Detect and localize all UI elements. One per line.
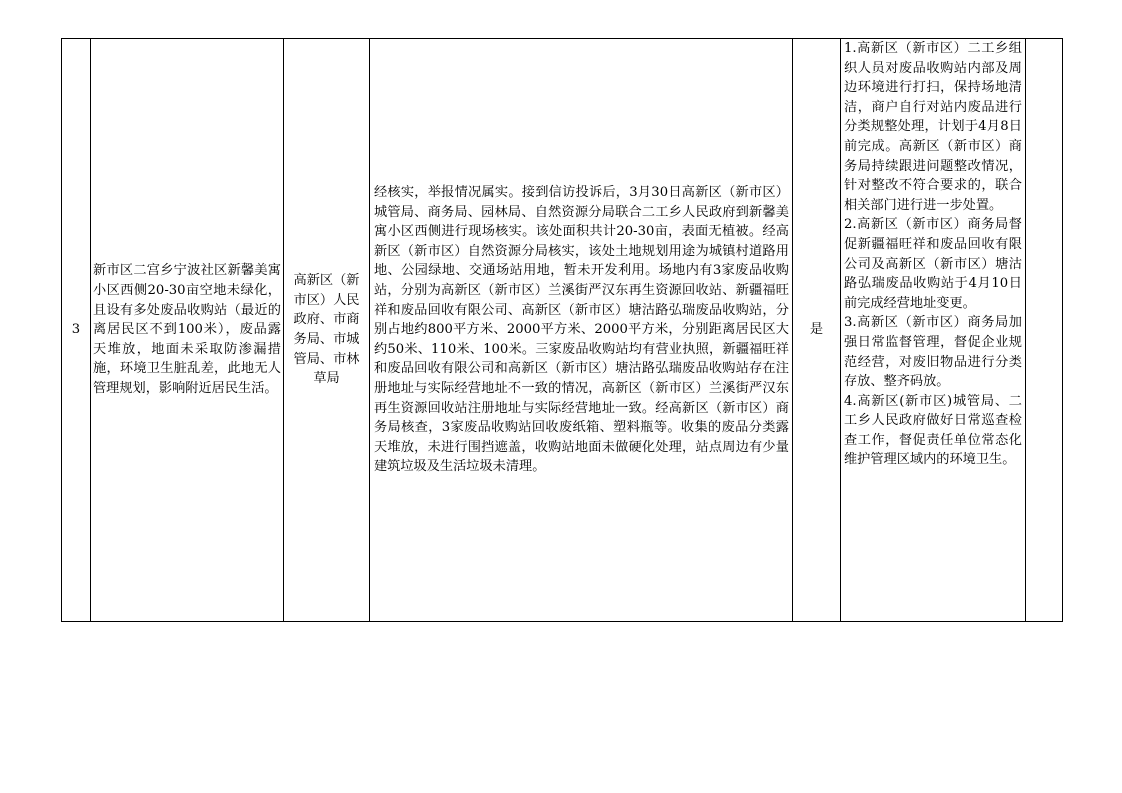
rectification-item: 3.高新区（新市区）商务局加强日常监督管理，督促企业规范经营，对废旧物品进行分类存放、整齐码放。 [844,315,1022,390]
rectification-item: 1.高新区（新市区）二工乡组织人员对废品收购站内部及周边环境进行打扫，保持场地清洁，商户自行对站内废品进行分类规整处理，计划于4月8日前完成。高新区（新市区）商务局持续跟进问题整改情况，针对整改不符合要求的，联合相关部门进行进一步处置。 [844,41,1022,213]
rectification-measures [841,39,1026,622]
note-cell [1026,39,1063,622]
rectification-item: 4.高新区(新市区)城管局、二工乡人民政府做好日常巡查检查工作，督促责任单位常态化维护管理区域内的环境卫生。 [844,393,1022,468]
verification-result: 经核实，举报情况属实。接到信访投诉后，3月30日高新区（新市区）城管局、商务局、园林局、自然资源分局联合二工乡人民政府到新馨美寓小区西侧进行现场核实。该处面积共计20-30亩，表面无植被。经高新区（新市区）自然资源分局核实，该处土地规划用途为城镇村道路用地、公园绿地、交通场站用地，暂未开发利用。场地内有3家废品收购站，分别为高新区（新市区）兰溪街严汉东再生资源回收站、新疆福旺祥和废品回收有限公司、高新区（新市区）塘沽路弘瑞废品收购站，分别占地约800平方米、2000平方米、2000平方米，分别距离居民区大约50米、110米、100米。三家废品收购站均有营业执照，新疆福旺祥和废品回收有限公司和高新区（新市区）塘沽路弘瑞废品收购站存在注册地址与实际经营地址不一致的情况，高新区（新市区）兰溪街严汉东再生资源回收站注册地址与实际经营地址一致。经高新区（新市区）商务局核查，3家废品收购站回收废纸箱、塑料瓶等。收集的废品分类露天堆放，未进行围挡遮盖，收购站地面未做硬化处理，站点周边有少量建筑垃圾及生活垃圾未清理。 [370,39,793,622]
table-row [62,39,1063,622]
rectification-item: 2.高新区（新市区）商务局督促新疆福旺祥和废品回收有限公司及高新区（新市区）塘沽路弘瑞废品收购站于4月10日前完成经营地址变更。 [844,217,1022,311]
petition-table [61,38,1063,622]
responsible-department: 高新区（新市区）人民政府、市商务局、市城管局、市林草局 [284,39,370,622]
issue-description: 新市区二宫乡宁波社区新馨美寓小区西侧20-30亩空地未绿化，且设有多处废品收购站（最近的离居民区不到100米），废品露天堆放，地面未采取防渗漏措施，环境卫生脏乱差，此地无人管理规划，影响附近居民生活。 [91,39,284,622]
is-valid: 是 [793,39,841,622]
row-index: 3 [62,39,91,622]
